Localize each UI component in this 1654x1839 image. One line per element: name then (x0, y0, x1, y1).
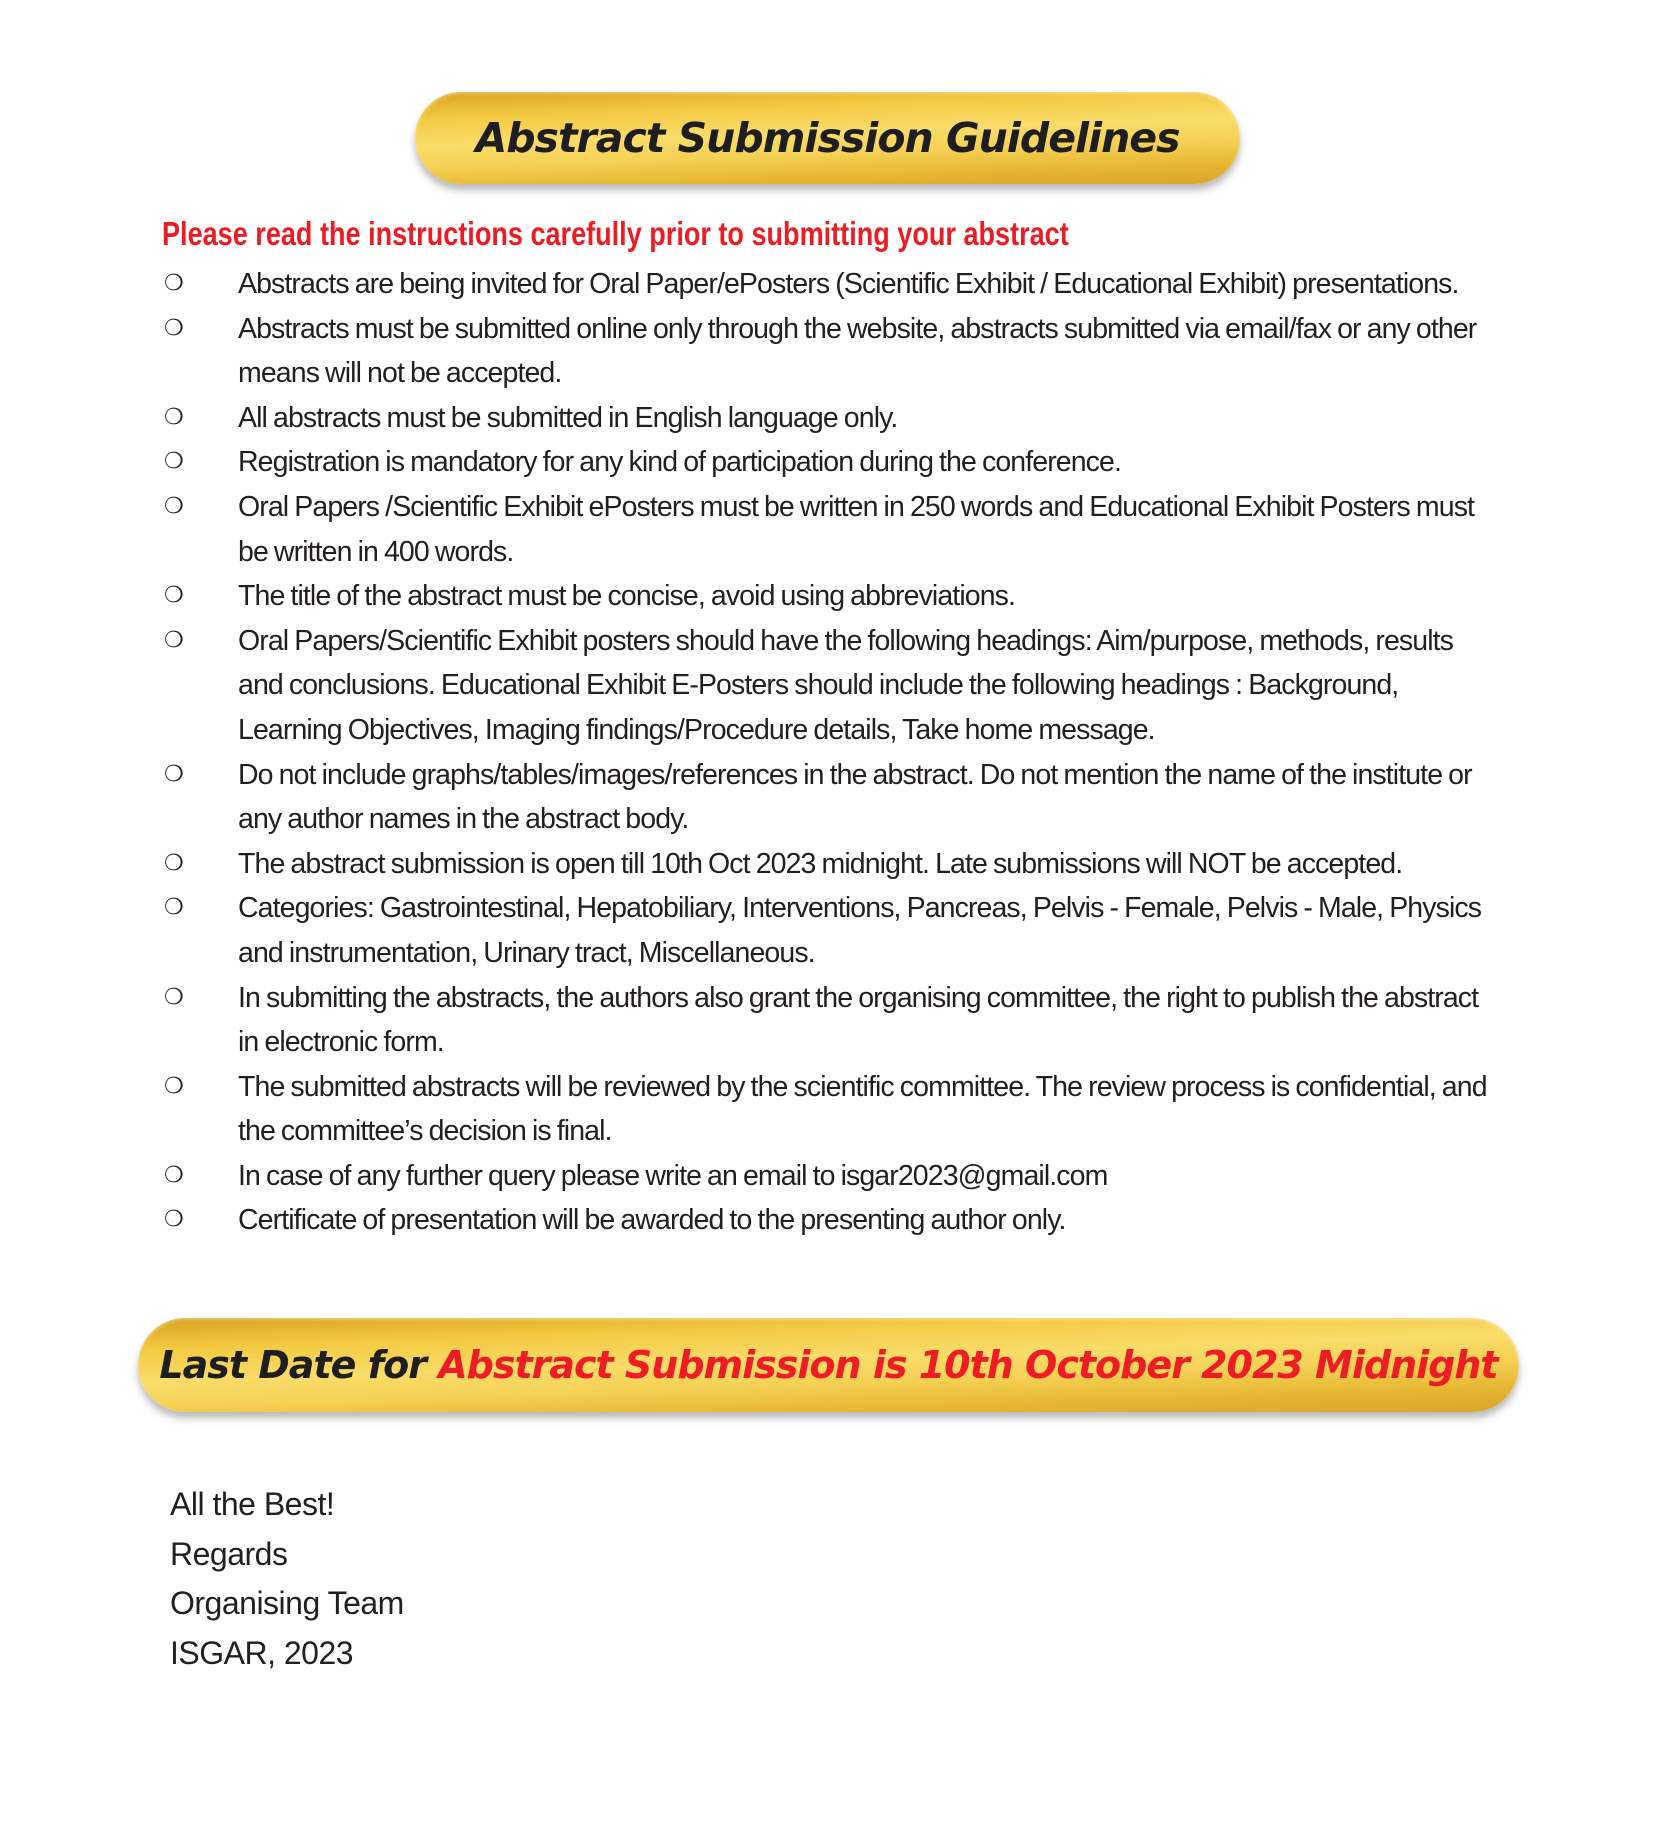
guideline-text: Abstracts are being invited for Oral Paper/ePosters (Scientific Exhibit / Educational Exhibit) presentations. (238, 268, 1459, 300)
deadline-highlight: Abstract Submission is 10th October 2023 Midnight (438, 1343, 1498, 1387)
signoff-block (170, 1480, 404, 1678)
list-item (162, 396, 1502, 441)
guideline-text: Do not include graphs/tables/images/references in the abstract. Do not mention the name of the institute or any author names in the abstract body. (238, 758, 1472, 836)
guideline-text: In submitting the abstracts, the authors also grant the organising committee, the right to publish the abstract in electronic form. (238, 981, 1479, 1059)
circle-bullet-icon: ❍ (164, 627, 184, 653)
list-item (162, 574, 1502, 619)
signoff-regards: Regards (170, 1535, 288, 1572)
list-item (162, 886, 1502, 975)
circle-bullet-icon: ❍ (164, 315, 184, 341)
page-title: Abstract Submission Guidelines (475, 114, 1180, 162)
circle-bullet-icon: ❍ (164, 850, 184, 876)
circle-bullet-icon: ❍ (164, 449, 184, 475)
guideline-text: Registration is mandatory for any kind of participation during the conference. (238, 446, 1121, 479)
instructions-heading: Please read the instructions carefully prior to submitting your abstract (162, 215, 1069, 252)
list-item (162, 307, 1502, 396)
list-item (162, 842, 1502, 887)
list-item (162, 440, 1502, 485)
circle-bullet-icon: ❍ (164, 404, 184, 430)
list-item (162, 976, 1502, 1065)
circle-bullet-icon: ❍ (164, 1207, 184, 1233)
guideline-text: In case of any further query please write an email to isgar2023@gmail.com (238, 1159, 1108, 1192)
list-item (162, 1065, 1502, 1154)
guideline-text: Oral Papers /Scientific Exhibit ePosters must be written in 250 words and Educational Exhibit Posters must be written in 400 words. (238, 490, 1475, 568)
circle-bullet-icon: ❍ (164, 1073, 184, 1099)
circle-bullet-icon: ❍ (164, 493, 184, 519)
list-item (162, 262, 1502, 307)
guideline-text: The title of the abstract must be concise, avoid using abbreviations. (238, 580, 1016, 613)
guideline-text: Oral Papers/Scientific Exhibit posters should have the following headings: Aim/purpose, methods, results and conclusions. Educational Exhibit E-Posters should include the following headings : Background, Learning Objectives, Imaging findings/Procedure details, Take home message. (238, 624, 1454, 746)
guideline-text: The submitted abstracts will be reviewed by the scientific committee. The review process is confidential, and the committee’s decision is final. (238, 1070, 1487, 1148)
deadline-text (159, 1343, 1497, 1387)
signoff-team: Organising Team (170, 1585, 404, 1621)
circle-bullet-icon: ❍ (164, 271, 184, 296)
deadline-banner (138, 1318, 1519, 1412)
guideline-text: The abstract submission is open till 10th Oct 2023 midnight. Late submissions will NOT be accepted. (238, 847, 1403, 880)
circle-bullet-icon: ❍ (164, 761, 184, 787)
list-item (162, 1154, 1502, 1199)
guideline-text: Certificate of presentation will be awarded to the presenting author only. (238, 1204, 1066, 1237)
guidelines-list (162, 262, 1502, 1243)
title-banner (415, 92, 1240, 184)
signoff-organization: ISGAR, 2023 (170, 1634, 354, 1671)
circle-bullet-icon: ❍ (164, 583, 184, 609)
list-item (162, 753, 1502, 842)
guideline-text: Abstracts must be submitted online only through the website, abstracts submitted via email/fax or any other means will not be accepted. (238, 312, 1477, 390)
signoff-greeting: All the Best! (170, 1486, 335, 1522)
circle-bullet-icon: ❍ (164, 1162, 184, 1188)
circle-bullet-icon: ❍ (164, 895, 184, 921)
list-item (162, 485, 1502, 574)
guideline-text: All abstracts must be submitted in English language only. (238, 401, 898, 434)
circle-bullet-icon: ❍ (164, 984, 184, 1010)
list-item (162, 1198, 1502, 1243)
deadline-prefix: Last Date for (159, 1343, 439, 1387)
list-item (162, 619, 1502, 753)
guideline-text: Categories: Gastrointestinal, Hepatobiliary, Interventions, Pancreas, Pelvis - Female, Pelvis - Male, Physics and instrumentation, Urinary tract, Miscellaneous. (238, 892, 1482, 969)
